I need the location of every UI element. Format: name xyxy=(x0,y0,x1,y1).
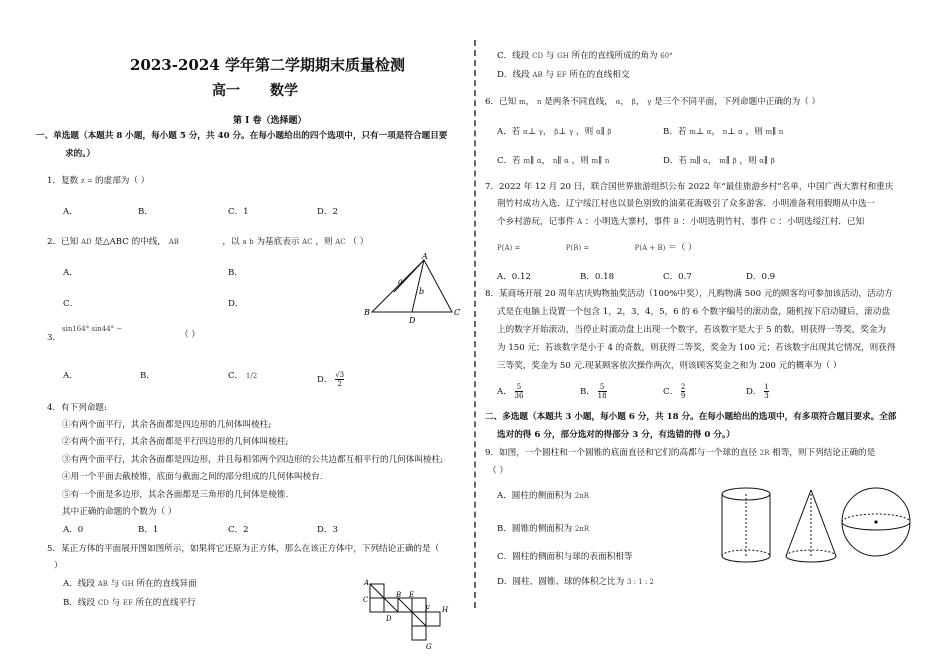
q3-option-b: B． xyxy=(140,371,155,381)
q5-option-d: D．线段 AB 与 EF 所在的直线相交 xyxy=(497,70,630,80)
cylinder-cone-sphere-figure xyxy=(716,482,916,572)
q9-line-2: （ ） xyxy=(488,466,508,476)
q4-stem: 4．有下列命题: xyxy=(47,403,107,413)
q1-stem: 1．复数 z = 的虚部为（ ） xyxy=(47,176,150,186)
fig-label-vec-a: a xyxy=(398,277,403,286)
net-label-h: H xyxy=(442,606,449,614)
q5-stem: 5．某正方体的平面展开图如图所示，如果将它还原为正方体，那么在该正方体中，下列结论正确的是（ xyxy=(47,544,440,554)
fig-label-a: A xyxy=(422,252,428,261)
q4-question: 其中正确的命题的个数为（ ） xyxy=(62,507,177,517)
q2-option-a: A． xyxy=(63,268,78,278)
q2-option-b: B． xyxy=(228,268,243,278)
cylinder-shape xyxy=(722,488,770,562)
q6-option-b: B．若 m⊥ α， n⊥ α ，则 m∥ n xyxy=(663,127,784,137)
section1-heading-cont: 求的。） xyxy=(65,149,96,159)
q5-option-c: C．线段 CD 与 GH 所在的直线所成的角为 60° xyxy=(497,51,673,61)
q7-option-b: B．0.18 xyxy=(580,272,615,282)
net-label-g: G xyxy=(426,643,432,651)
q3-math: sin164° sin44° − xyxy=(62,325,123,333)
net-label-e: E xyxy=(409,591,415,599)
q4-item-5: ⑤有一个面是多边形，其余各面都是三角形的几何体是棱锥. xyxy=(62,490,289,500)
q2-option-c: C． xyxy=(63,299,79,309)
q1-option-c: C．1 xyxy=(228,207,249,217)
q4-item-4: ④用一个平面去截棱锥，底面与截面之间的部分组成的几何体叫棱台. xyxy=(62,472,323,482)
q1-math: z = xyxy=(80,177,95,185)
q7-line-3: 个乡村游玩，记事件 A ：小明选大寨村，事件 B ：小明选荆竹村，事件 C ：小明选绥江村．已知 xyxy=(497,217,865,227)
q8-option-b: B． $\frac{5}{18}$ xyxy=(580,383,607,400)
q6-option-c: C．若 m∥ α， n∥ α ，则 m∥ n xyxy=(497,156,610,166)
q7-line-4: P(A) = P(B) = P(A + B) ＝（ ） xyxy=(497,243,697,253)
section1-heading: 一、单选题（本题共 8 小题，每小题 5 分，共 40 分。在每小题给出的四个选项中，只有一项是符合题目要 xyxy=(36,131,448,141)
q8-option-d: D． $\frac{1}{3}$ xyxy=(746,383,769,400)
q9-option-a: A．圆柱的侧面积为 2πR xyxy=(497,491,590,501)
q3-option-d: D． $\frac{√3}{2}$ xyxy=(317,371,345,388)
q7-line-1: 7．2022 年 12 月 20 日，联合国世界旅游组织公布 2022 年“最佳旅游乡村”名单，中国广西大寨村和重庆 xyxy=(485,182,894,192)
q6-option-d: D．若 m∥ α， m∥ β ，则 α∥ β xyxy=(663,156,775,166)
sphere-center-dot xyxy=(874,520,877,523)
q7-line-2: 荆竹村成功入选．辽宁绥江村也以景色别致的油菜花海吸引了众多游客．小明准备利用假期从中选一 xyxy=(497,199,876,209)
q1-option-b: B． xyxy=(138,207,153,217)
q2-stem: 2．已知 AD 是△ABC 的中线， AB ，以 a b 为基底表示 AC ，则 AC （ ） xyxy=(47,237,369,247)
fig-label-d: D xyxy=(409,316,416,325)
net-label-f: F xyxy=(425,605,430,613)
q4-option-d: D．3 xyxy=(317,525,338,535)
q8-line-5: 三等奖，奖金为 50 元.现某顾客依次操作两次，则该顾客奖金之和为 200 元的概率为（ ） xyxy=(497,361,842,371)
q9-option-b: B．圆锥的侧面积为 2πR xyxy=(497,524,590,534)
triangle-figure xyxy=(364,252,464,326)
cone-shape xyxy=(786,490,836,562)
subject-label: 数学 xyxy=(270,83,298,99)
q5-option-b: B．线段 CD 与 EF 所在的直线平行 xyxy=(63,598,196,608)
q4-option-c: C．2 xyxy=(228,525,249,535)
q6-stem: 6．已知 m， n 是两条不同直线， α， β， γ 是三个不同平面，下列命题中正确的为（ ） xyxy=(485,97,821,107)
section2-heading-cont: 选对的得 6 分，部分选对的得部分 3 分，有选错的得 0 分。） xyxy=(497,430,735,440)
q7-option-a: A．0.12 xyxy=(497,272,531,282)
q4-item-2: ②有两个面平行，其余各面都是平行四边形的几何体叫棱柱; xyxy=(62,437,289,447)
q8-line-2: 式是在电脑上设置一个包含 1，2，3，4，5，6 的 6 个数字编号的滚动盘，随机按下启动键后，滚动盘 xyxy=(497,307,890,317)
q8-line-4: 为 150 元；若该数字是小于 4 的奇数，则获得二等奖，奖金为 100 元；若该数字出现其它情况，则获得 xyxy=(497,343,896,353)
fig-label-vec-b: b xyxy=(419,287,425,296)
q3-label: 3． xyxy=(47,333,62,343)
q7-option-c: C．0.7 xyxy=(663,272,692,282)
q4-option-b: B．1 xyxy=(138,525,159,535)
q3-option-a: A． xyxy=(63,371,78,381)
q3-option-c: C． 1/2 xyxy=(228,371,258,381)
grade-label: 高一 xyxy=(212,83,240,99)
fig-label-b: B xyxy=(364,308,370,317)
column-divider xyxy=(474,40,476,608)
q5-option-a: A．线段 AB 与 GH 所在的直线异面 xyxy=(63,579,197,589)
q8-line-3: 上的数字开始滚动，当停止时滚动盘上出现一个数字，若该数字是大于 5 的数，则获得一等奖，奖金为 xyxy=(497,325,887,335)
q9-option-d: D．圆柱、圆锥、球的体积之比为 3 : 1 : 2 xyxy=(497,577,654,587)
q4-item-3: ③有两个面平行，其余各面都是四边形，并且每相邻两个四边形的公共边都互相平行的几何体叫棱柱; xyxy=(62,455,444,465)
q8-option-c: C． $\frac{2}{9}$ xyxy=(663,383,686,400)
q7-option-d: D．0.9 xyxy=(746,272,776,282)
net-label-c: C xyxy=(363,596,369,604)
q6-option-a: A．若 α⊥ γ， β⊥ γ ，则 α∥ β xyxy=(497,127,612,137)
net-label-d: D xyxy=(386,615,392,623)
q4-option-a: A．0 xyxy=(63,525,84,535)
paper-title: 2023-2024 学年第二学期期末质量检测 xyxy=(130,56,405,74)
net-label-b: B xyxy=(396,591,402,599)
net-label-a: A xyxy=(364,579,370,587)
q3-tail: （ ） xyxy=(180,330,200,340)
cube-net-figure xyxy=(360,576,460,656)
volume-heading: 第 I 卷（选择题） xyxy=(233,116,307,126)
q5-stem-cont: ） xyxy=(54,561,63,571)
q1-option-a: A． xyxy=(63,207,78,217)
q1-option-d: D．2 xyxy=(317,207,338,217)
q8-option-a: A． $\frac{5}{36}$ xyxy=(497,383,524,400)
section2-heading: 二、多选题（本题共 3 小题，每小题 6 分，共 18 分。在每小题给出的选项中，有多项符合题目要求。全部 xyxy=(485,412,897,422)
q8-line-1: 8．某商场开展 20 周年店庆购物抽奖活动（100%中奖），凡购物满 500 元的顾客均可参加该活动，活动方 xyxy=(485,289,893,299)
q2-option-d: D． xyxy=(228,299,244,309)
q4-item-1: ①有两个面平行，其余各面都是四边形的几何体叫棱柱; xyxy=(62,420,272,430)
q9-line-1: 9．如图，一个圆柱和一个圆锥的底面直径和它们的高都与一个球的直径 2R 相等，则下列结论正确的是 xyxy=(485,448,876,458)
q9-option-c: C．圆柱的侧面积与球的表面积相等 xyxy=(497,552,633,562)
fig-label-c: C xyxy=(454,308,461,317)
